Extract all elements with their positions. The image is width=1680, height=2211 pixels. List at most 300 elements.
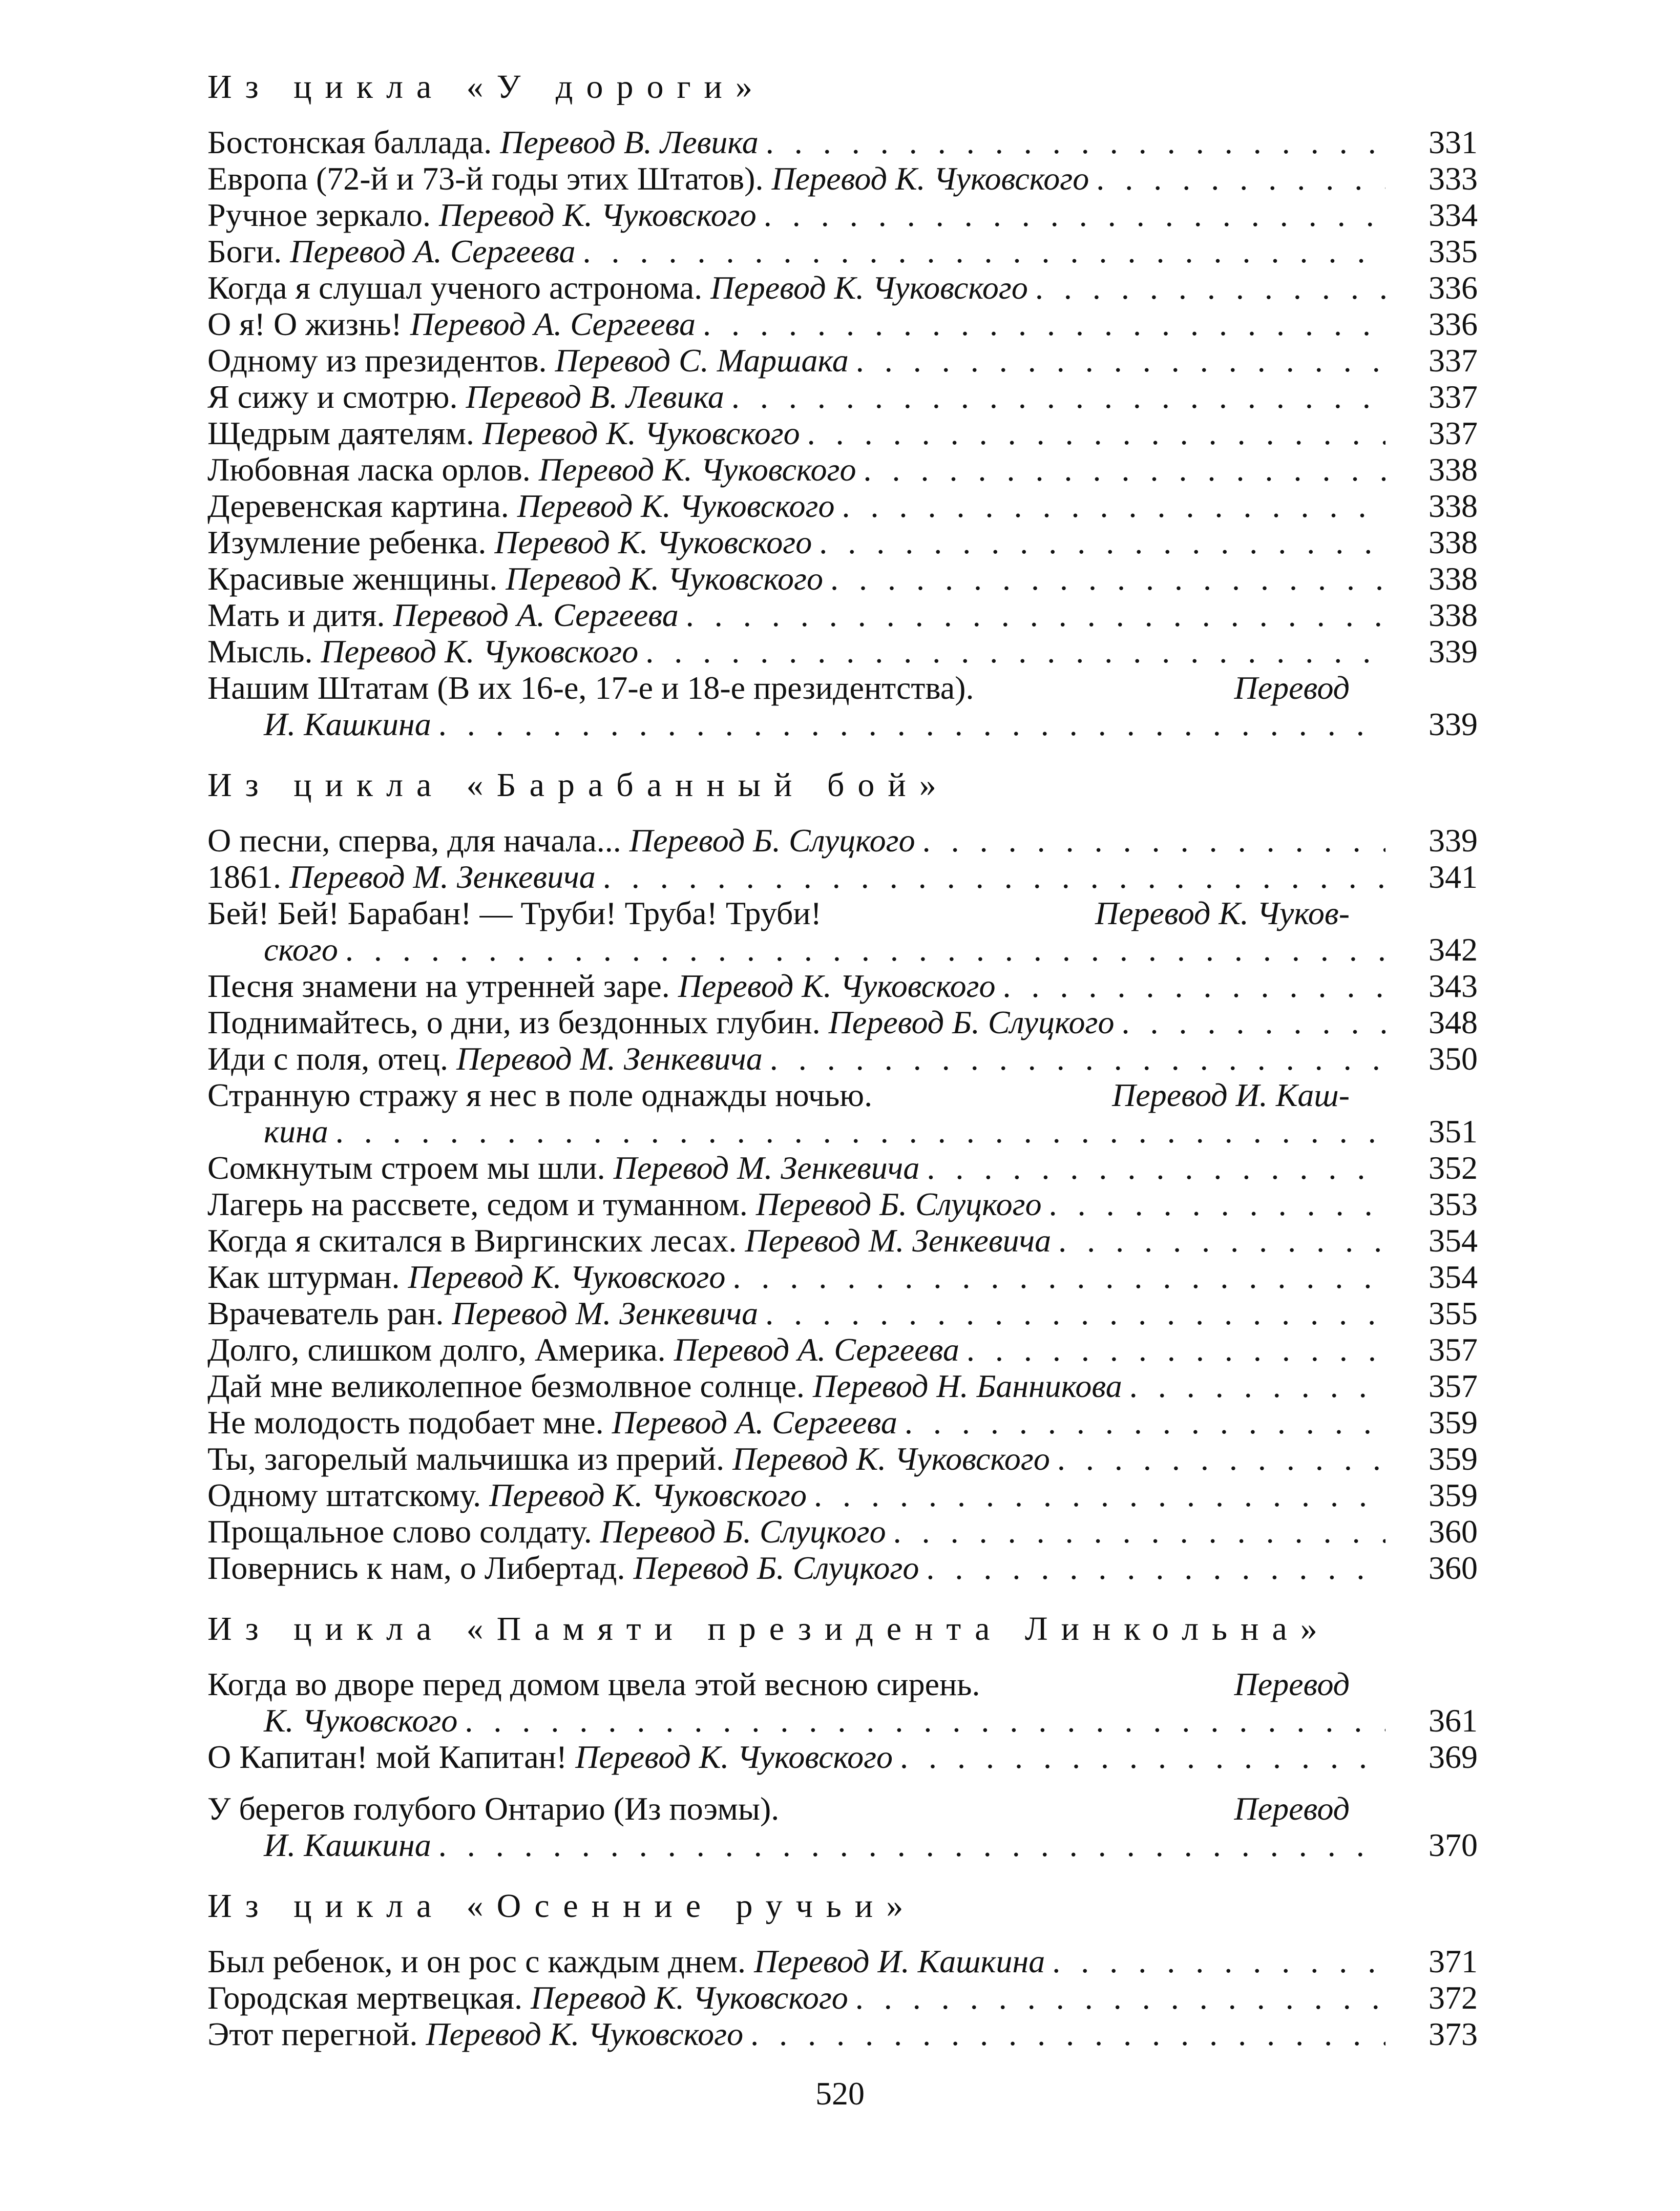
toc-entry-line bbox=[207, 1295, 1478, 1331]
toc-entry-line bbox=[207, 1186, 1478, 1222]
toc-entry-first-line bbox=[207, 670, 1350, 706]
toc-entry bbox=[207, 1550, 1478, 1586]
dot-leader bbox=[893, 1739, 1385, 1775]
section-spacer bbox=[207, 1777, 1478, 1790]
toc-entry-line bbox=[207, 1368, 1478, 1404]
toc-entry-line bbox=[207, 859, 1478, 895]
dot-leader bbox=[596, 859, 1385, 895]
entry-title: Странную стражу я нес в поле однажды ночью. bbox=[207, 1077, 873, 1113]
entry-translator: Перевод К. Чуковского bbox=[517, 488, 835, 524]
dot-leader bbox=[638, 633, 1385, 670]
entry-title: Лагерь на рассвете, седом и туманном. bbox=[207, 1186, 748, 1222]
entry-title: Ручное зеркало. bbox=[207, 197, 431, 233]
toc-entry bbox=[207, 451, 1478, 488]
entry-title: Городская мертвецкая. bbox=[207, 1979, 522, 2016]
dot-leader bbox=[835, 488, 1386, 524]
entry-translator: Перевод К. Чуковского bbox=[426, 2016, 744, 2052]
toc-section bbox=[207, 67, 1478, 742]
toc-entry bbox=[207, 1150, 1478, 1186]
entry-page-number: 335 bbox=[1429, 233, 1478, 269]
toc-entry-line bbox=[207, 488, 1478, 524]
toc-entry-line bbox=[207, 342, 1478, 379]
entry-page-number: 371 bbox=[1429, 1943, 1478, 1979]
entry-space bbox=[497, 560, 506, 597]
entry-page-number: 338 bbox=[1429, 524, 1478, 560]
entry-space bbox=[567, 1739, 575, 1775]
toc-section bbox=[207, 1609, 1478, 1775]
entry-translator: Перевод А. Сергеева bbox=[393, 597, 679, 633]
toc-entry-line bbox=[207, 524, 1478, 560]
dot-leader bbox=[757, 197, 1385, 233]
entry-translator: Перевод К. Чуковского bbox=[494, 524, 812, 560]
dot-leader bbox=[431, 706, 1385, 742]
entry-translator: Перевод Б. Слуцкого bbox=[600, 1513, 886, 1550]
toc-entry-line bbox=[207, 597, 1478, 633]
toc-entry-first-line bbox=[207, 1077, 1350, 1113]
entry-page-number: 339 bbox=[1429, 633, 1478, 670]
entry-title: Одному штатскому. bbox=[207, 1477, 481, 1513]
dot-leader bbox=[915, 822, 1385, 859]
toc-entry-line bbox=[207, 1004, 1478, 1040]
entry-page-number: 337 bbox=[1429, 379, 1478, 415]
entry-page-number: 372 bbox=[1429, 1979, 1478, 2016]
entry-space bbox=[805, 1368, 813, 1404]
entry-translator-continuation: И. Кашкина bbox=[264, 1827, 431, 1863]
entry-title: Сомкнутым строем мы шли. bbox=[207, 1150, 605, 1186]
entry-space bbox=[670, 968, 678, 1004]
toc-entry-line bbox=[207, 415, 1478, 451]
toc-entry bbox=[207, 306, 1478, 342]
entry-translator: Перевод К. Чуковского bbox=[678, 968, 996, 1004]
dot-leader bbox=[1028, 269, 1385, 306]
toc-entry bbox=[207, 269, 1478, 306]
dot-leader bbox=[743, 2016, 1385, 2052]
entry-space bbox=[625, 1550, 633, 1586]
entry-title: Европа (72-й и 73-й годы этих Штатов). bbox=[207, 160, 764, 197]
table-of-contents bbox=[207, 67, 1478, 2054]
dot-leader bbox=[849, 342, 1385, 379]
toc-entry bbox=[207, 197, 1478, 233]
entry-translator: Перевод К. Чуковского bbox=[710, 269, 1028, 306]
entry-space bbox=[385, 597, 393, 633]
entry-space bbox=[748, 1186, 756, 1222]
toc-entry bbox=[207, 124, 1478, 160]
entry-translator: Перевод bbox=[1234, 1790, 1350, 1827]
entry-translator: Перевод А. Сергеева bbox=[290, 233, 576, 269]
toc-entry-continuation bbox=[207, 1702, 1478, 1739]
toc-entry bbox=[207, 379, 1478, 415]
toc-section bbox=[207, 1886, 1478, 2052]
toc-entry-line bbox=[207, 1943, 1478, 1979]
toc-entry bbox=[207, 1943, 1478, 1979]
entry-page-number: 342 bbox=[1429, 931, 1478, 968]
dot-leader bbox=[897, 1404, 1385, 1441]
entry-title: Бостонская баллада. bbox=[207, 124, 492, 160]
entry-title: Был ребенок, и он рос с каждым днем. bbox=[207, 1943, 746, 1979]
toc-entry-line bbox=[207, 1404, 1478, 1441]
entry-page-number: 353 bbox=[1429, 1186, 1478, 1222]
entry-translator: Перевод Б. Слуцкого bbox=[755, 1186, 1042, 1222]
entry-page-number: 370 bbox=[1429, 1827, 1478, 1863]
section-heading: Из цикла «Памяти президента Линкольна» bbox=[207, 1610, 1331, 1647]
entry-title: Когда я слушал ученого астронома. bbox=[207, 269, 703, 306]
entry-translator: Перевод bbox=[1234, 1666, 1350, 1702]
toc-entry bbox=[207, 1331, 1478, 1368]
toc-entry-continuation bbox=[207, 706, 1478, 742]
entry-translator: Перевод К. Чуковского bbox=[321, 633, 639, 670]
entry-space bbox=[737, 1222, 745, 1259]
entry-translator: Перевод М. Зенкевича bbox=[613, 1150, 920, 1186]
entry-translator: Перевод К. Чуковского bbox=[771, 160, 1089, 197]
entry-title: Прощальное слово солдату. bbox=[207, 1513, 592, 1550]
toc-entry-line bbox=[207, 451, 1478, 488]
entry-translator: Перевод Б. Слуцкого bbox=[828, 1004, 1115, 1040]
toc-entry-line bbox=[207, 1331, 1478, 1368]
dot-leader bbox=[1114, 1004, 1385, 1040]
entry-page-number: 337 bbox=[1429, 415, 1478, 451]
toc-entry bbox=[207, 859, 1478, 895]
entry-translator: Перевод М. Зенкевича bbox=[745, 1222, 1052, 1259]
toc-entry bbox=[207, 1368, 1478, 1404]
toc-entry bbox=[207, 488, 1478, 524]
entry-space bbox=[457, 379, 466, 415]
entry-translator: Перевод В. Левика bbox=[466, 379, 724, 415]
entry-page-number: 360 bbox=[1429, 1513, 1478, 1550]
entry-page-number: 338 bbox=[1429, 488, 1478, 524]
entry-page-number: 339 bbox=[1429, 706, 1478, 742]
entry-page-number: 357 bbox=[1429, 1368, 1478, 1404]
toc-entry-line bbox=[207, 1477, 1478, 1513]
dot-leader bbox=[763, 1040, 1385, 1077]
entry-title: Повернись к нам, о Либертад. bbox=[207, 1550, 625, 1586]
entry-page-number: 338 bbox=[1429, 597, 1478, 633]
dot-leader bbox=[886, 1513, 1385, 1550]
entry-title: Ты, загорелый мальчишка из прерий. bbox=[207, 1441, 725, 1477]
toc-entry bbox=[207, 1739, 1478, 1775]
entry-space bbox=[666, 1331, 674, 1368]
toc-entry bbox=[207, 1259, 1478, 1295]
entry-translator: Перевод И. Кашкина bbox=[754, 1943, 1045, 1979]
dot-leader bbox=[823, 560, 1385, 597]
entry-title: Я сижу и смотрю. bbox=[207, 379, 458, 415]
entry-space bbox=[547, 342, 555, 379]
dot-leader bbox=[1050, 1441, 1385, 1477]
entry-space bbox=[282, 233, 290, 269]
entry-title: Изумление ребенка. bbox=[207, 524, 487, 560]
entry-page-number: 361 bbox=[1429, 1702, 1478, 1739]
entry-title: О песни, сперва, для начала... bbox=[207, 822, 621, 859]
toc-section bbox=[207, 765, 1478, 1586]
toc-entry bbox=[207, 1077, 1478, 1150]
entry-page-number: 354 bbox=[1429, 1259, 1478, 1295]
dot-leader bbox=[1122, 1368, 1385, 1404]
entry-space bbox=[481, 1477, 489, 1513]
entry-space bbox=[604, 1404, 612, 1441]
entry-translator: Перевод К. Чуковского bbox=[506, 560, 823, 597]
toc-entry bbox=[207, 524, 1478, 560]
entry-translator: Перевод К. Чуковского bbox=[489, 1477, 807, 1513]
toc-entry-line bbox=[207, 1040, 1478, 1077]
entry-page-number: 359 bbox=[1429, 1477, 1478, 1513]
entry-space bbox=[444, 1295, 452, 1331]
toc-entry bbox=[207, 1040, 1478, 1077]
entry-title: Не молодость подобает мне. bbox=[207, 1404, 604, 1441]
entry-translator: Перевод М. Зенкевича bbox=[456, 1040, 763, 1077]
dot-leader bbox=[724, 379, 1385, 415]
entry-title: О Капитан! мой Капитан! bbox=[207, 1739, 568, 1775]
toc-entry-continuation bbox=[207, 931, 1478, 968]
entry-title: Боги. bbox=[207, 233, 282, 269]
toc-entry bbox=[207, 822, 1478, 859]
entry-page-number: 357 bbox=[1429, 1331, 1478, 1368]
toc-entry bbox=[207, 968, 1478, 1004]
section-heading: Из цикла «У дороги» bbox=[207, 68, 766, 106]
toc-entry bbox=[207, 1477, 1478, 1513]
entry-title: Иди с поля, отец. bbox=[207, 1040, 448, 1077]
toc-entry bbox=[207, 560, 1478, 597]
entry-space bbox=[621, 822, 629, 859]
dot-leader bbox=[338, 931, 1385, 968]
entry-space bbox=[448, 1040, 456, 1077]
toc-entry-line bbox=[207, 968, 1478, 1004]
toc-entry bbox=[207, 1004, 1478, 1040]
entry-translator: Перевод Н. Банникова bbox=[812, 1368, 1122, 1404]
toc-entry-line bbox=[207, 233, 1478, 269]
toc-entry bbox=[207, 1295, 1478, 1331]
entry-title: Врачеватель ран. bbox=[207, 1295, 444, 1331]
toc-entry-continuation bbox=[207, 1827, 1478, 1863]
entry-title: Одному из президентов. bbox=[207, 342, 547, 379]
dot-leader bbox=[696, 306, 1385, 342]
entry-space bbox=[746, 1943, 754, 1979]
toc-entry bbox=[207, 1513, 1478, 1550]
entry-page-number: 338 bbox=[1429, 560, 1478, 597]
entry-space bbox=[509, 488, 517, 524]
entry-page-number: 336 bbox=[1429, 306, 1478, 342]
toc-entry-line bbox=[207, 306, 1478, 342]
entry-title: Когда я скитался в Виргинских лесах. bbox=[207, 1222, 737, 1259]
entry-page-number: 336 bbox=[1429, 269, 1478, 306]
entry-space bbox=[492, 124, 500, 160]
entry-translator: Перевод А. Сергеева bbox=[674, 1331, 959, 1368]
toc-entry-line bbox=[207, 822, 1478, 859]
toc-entry bbox=[207, 160, 1478, 197]
toc-entry-line bbox=[207, 1513, 1478, 1550]
entry-space bbox=[821, 1004, 829, 1040]
toc-entry-line bbox=[207, 124, 1478, 160]
dot-leader bbox=[457, 1702, 1385, 1739]
entry-translator: Перевод К. Чуковского bbox=[482, 415, 800, 451]
entry-space bbox=[522, 1979, 531, 2016]
dot-leader bbox=[679, 597, 1385, 633]
entry-translator: Перевод К. Чуков- bbox=[1095, 895, 1350, 931]
entry-page-number: 333 bbox=[1429, 160, 1478, 197]
entry-space bbox=[431, 197, 439, 233]
entry-page-number: 331 bbox=[1429, 124, 1478, 160]
entry-translator: Перевод М. Зенкевича bbox=[452, 1295, 759, 1331]
entry-title: Бей! Бей! Барабан! — Труби! Труба! Труби! bbox=[207, 895, 822, 931]
toc-entry bbox=[207, 670, 1478, 742]
entry-translator: Перевод Б. Слуцкого bbox=[629, 822, 915, 859]
page-number: 520 bbox=[815, 2075, 865, 2112]
entry-space bbox=[400, 1259, 408, 1295]
entry-space bbox=[474, 415, 482, 451]
entry-space bbox=[531, 451, 539, 488]
entry-title: У берегов голубого Онтарио (Из поэмы). bbox=[207, 1790, 780, 1827]
toc-entry-line bbox=[207, 269, 1478, 306]
dot-leader bbox=[1045, 1943, 1385, 1979]
dot-leader bbox=[848, 1979, 1385, 2016]
entry-translator: Перевод А. Сергеева bbox=[410, 306, 696, 342]
entry-title: Деревенская картина. bbox=[207, 488, 509, 524]
toc-entry-first-line bbox=[207, 1666, 1350, 1702]
entry-translator: Перевод К. Чуковского bbox=[538, 451, 856, 488]
entry-space bbox=[417, 2016, 426, 2052]
entry-title: Красивые женщины. bbox=[207, 560, 498, 597]
entry-translator: Перевод М. Зенкевича bbox=[289, 859, 596, 895]
entry-page-number: 348 bbox=[1429, 1004, 1478, 1040]
entry-space bbox=[724, 1441, 732, 1477]
dot-leader bbox=[1042, 1186, 1385, 1222]
toc-entry bbox=[207, 1404, 1478, 1441]
entry-page-number: 354 bbox=[1429, 1222, 1478, 1259]
toc-entry bbox=[207, 415, 1478, 451]
dot-leader bbox=[758, 1295, 1385, 1331]
toc-entry bbox=[207, 233, 1478, 269]
toc-entry-line bbox=[207, 560, 1478, 597]
entry-page-number: 338 bbox=[1429, 451, 1478, 488]
entry-translator-continuation: И. Кашкина bbox=[264, 706, 431, 742]
dot-leader bbox=[328, 1113, 1385, 1150]
entry-page-number: 334 bbox=[1429, 197, 1478, 233]
toc-entry bbox=[207, 1790, 1478, 1863]
entry-translator-continuation: ского bbox=[264, 931, 338, 968]
entry-space bbox=[486, 524, 494, 560]
dot-leader bbox=[919, 1550, 1385, 1586]
entry-translator: Перевод А. Сергеева bbox=[612, 1404, 897, 1441]
entry-page-number: 351 bbox=[1429, 1113, 1478, 1150]
dot-leader bbox=[1089, 160, 1385, 197]
dot-leader bbox=[576, 233, 1386, 269]
toc-entry-first-line bbox=[207, 895, 1350, 931]
toc-entry bbox=[207, 1979, 1478, 2016]
dot-leader bbox=[812, 524, 1385, 560]
toc-entry-line bbox=[207, 1979, 1478, 2016]
entry-translator: Перевод И. Каш- bbox=[1112, 1077, 1350, 1113]
toc-entry-line bbox=[207, 379, 1478, 415]
entry-title: Как штурман. bbox=[207, 1259, 400, 1295]
dot-leader bbox=[919, 1150, 1385, 1186]
entry-page-number: 359 bbox=[1429, 1441, 1478, 1477]
entry-space bbox=[312, 633, 321, 670]
entry-page-number: 343 bbox=[1429, 968, 1478, 1004]
toc-entry-line bbox=[207, 1441, 1478, 1477]
toc-entry-line bbox=[207, 197, 1478, 233]
entry-translator: Перевод К. Чуковского bbox=[530, 1979, 848, 2016]
entry-translator-continuation: К. Чуковского bbox=[264, 1702, 458, 1739]
entry-space bbox=[402, 306, 410, 342]
entry-translator: Перевод bbox=[1234, 670, 1350, 706]
entry-title: Мысль. bbox=[207, 633, 313, 670]
entry-space bbox=[605, 1150, 614, 1186]
entry-page-number: 341 bbox=[1429, 859, 1478, 895]
entry-title: Щедрым даятелям. bbox=[207, 415, 474, 451]
dot-leader bbox=[431, 1827, 1385, 1863]
dot-leader bbox=[807, 1477, 1385, 1513]
entry-translator-continuation: кина bbox=[264, 1113, 328, 1150]
toc-entry-line bbox=[207, 160, 1478, 197]
dot-leader bbox=[996, 968, 1385, 1004]
toc-entry-line bbox=[207, 2016, 1478, 2052]
toc-entry bbox=[207, 1666, 1478, 1739]
entry-page-number: 337 bbox=[1429, 342, 1478, 379]
dot-leader bbox=[800, 415, 1385, 451]
entry-page-number: 355 bbox=[1429, 1295, 1478, 1331]
entry-translator: Перевод С. Маршака bbox=[555, 342, 849, 379]
section-heading: Из цикла «Барабанный бой» bbox=[207, 766, 950, 804]
entry-page-number: 360 bbox=[1429, 1550, 1478, 1586]
toc-entry-line bbox=[207, 1150, 1478, 1186]
section-heading: Из цикла «Осенние ручьи» bbox=[207, 1887, 917, 1925]
toc-entry bbox=[207, 342, 1478, 379]
entry-title: Поднимайтесь, о дни, из бездонных глубин. bbox=[207, 1004, 821, 1040]
entry-page-number: 350 bbox=[1429, 1040, 1478, 1077]
entry-title: Дай мне великолепное безмолвное солнце. bbox=[207, 1368, 805, 1404]
entry-space bbox=[281, 859, 289, 895]
entry-page-number: 352 bbox=[1429, 1150, 1478, 1186]
toc-entry-line bbox=[207, 1739, 1478, 1775]
entry-translator: Перевод К. Чуковского bbox=[732, 1441, 1050, 1477]
toc-entry bbox=[207, 1441, 1478, 1477]
entry-title: Мать и дитя. bbox=[207, 597, 385, 633]
entry-title: Когда во дворе перед домом цвела этой весною сирень. bbox=[207, 1666, 980, 1702]
entry-space bbox=[763, 160, 771, 197]
toc-entry bbox=[207, 1222, 1478, 1259]
dot-leader bbox=[1051, 1222, 1385, 1259]
entry-title: 1861. bbox=[207, 859, 281, 895]
dot-leader bbox=[759, 124, 1385, 160]
entry-translator: Перевод К. Чуковского bbox=[575, 1739, 893, 1775]
entry-translator: Перевод Б. Слуцкого bbox=[633, 1550, 919, 1586]
toc-entry-line bbox=[207, 633, 1478, 670]
toc-section bbox=[207, 1777, 1478, 1863]
dot-leader bbox=[725, 1259, 1385, 1295]
toc-entry-line bbox=[207, 1550, 1478, 1586]
entry-title: Песня знамени на утренней заре. bbox=[207, 968, 670, 1004]
dot-leader bbox=[856, 451, 1386, 488]
toc-entry bbox=[207, 1186, 1478, 1222]
toc-entry-line bbox=[207, 1259, 1478, 1295]
entry-translator: Перевод К. Чуковского bbox=[438, 197, 757, 233]
entry-space bbox=[592, 1513, 600, 1550]
entry-title: Нашим Штатам (В их 16-е, 17-е и 18-е президентства). bbox=[207, 670, 974, 706]
toc-entry bbox=[207, 597, 1478, 633]
toc-entry bbox=[207, 895, 1478, 968]
entry-title: Долго, слишком долго, Америка. bbox=[207, 1331, 666, 1368]
entry-translator: Перевод К. Чуковского bbox=[408, 1259, 726, 1295]
toc-entry bbox=[207, 633, 1478, 670]
toc-entry-first-line bbox=[207, 1790, 1350, 1827]
entry-title: Любовная ласка орлов. bbox=[207, 451, 531, 488]
entry-page-number: 373 bbox=[1429, 2016, 1478, 2052]
toc-entry bbox=[207, 2016, 1478, 2052]
entry-title: Этот перегной. bbox=[207, 2016, 418, 2052]
toc-entry-line bbox=[207, 1222, 1478, 1259]
entry-page-number: 359 bbox=[1429, 1404, 1478, 1441]
dot-leader bbox=[959, 1331, 1385, 1368]
entry-page-number: 339 bbox=[1429, 822, 1478, 859]
entry-title: О я! О жизнь! bbox=[207, 306, 402, 342]
